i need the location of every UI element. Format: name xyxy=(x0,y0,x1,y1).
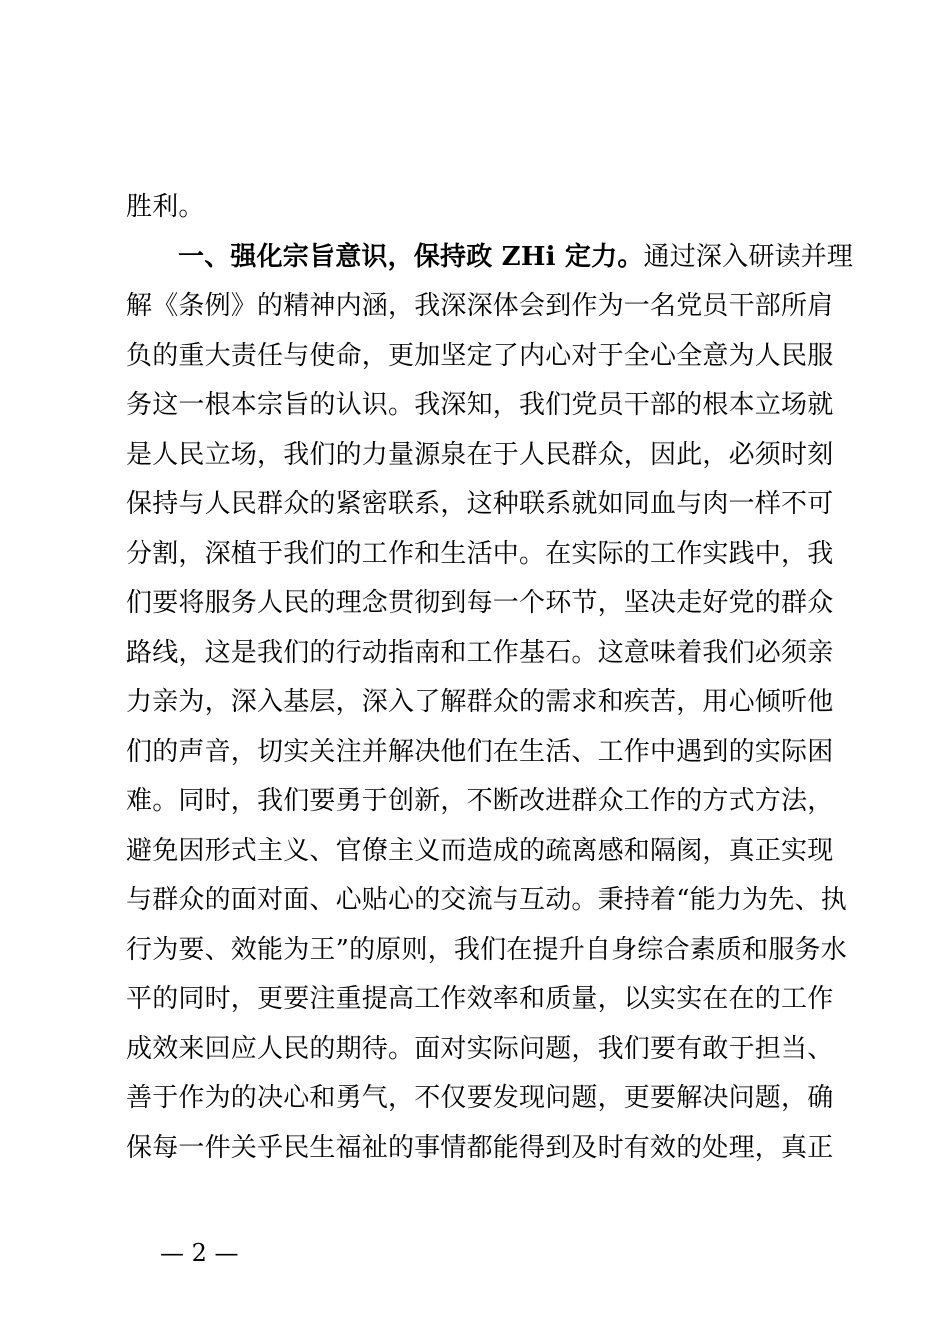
text-line xyxy=(126,629,836,679)
line-text: 解《条例》的精神内涵，我深深体会到作为一名党员干部所肩 xyxy=(126,291,834,321)
line-text: 平的同时，更要注重提高工作效率和质量，以实实在在的工作 xyxy=(126,984,834,1014)
text-line xyxy=(126,431,836,481)
line-text: 负的重大责任与使命，更加坚定了内心对于全心全意为人民服 xyxy=(126,340,834,371)
text-line xyxy=(126,282,836,332)
line-text: 通过深入研读并理 xyxy=(643,241,854,272)
text-line xyxy=(126,183,836,233)
line-text: 保每一件关乎民生福祉的事情都能得到及时有效的处理，真正 xyxy=(126,1132,834,1163)
text-line xyxy=(126,381,836,431)
line-text: 分割，深植于我们的工作和生活中。在实际的工作实践中，我 xyxy=(126,538,834,569)
text-line xyxy=(126,678,836,728)
page-number: — 2 — xyxy=(160,1239,239,1267)
line-text: 与群众的面对面、心贴心的交流与互动。秉持着“能力为先、执 xyxy=(126,885,847,915)
text-line xyxy=(126,975,836,1025)
text-line xyxy=(126,926,847,976)
line-text: 是人民立场，我们的力量源泉在于人民群众，因此，必须时刻 xyxy=(126,439,834,470)
line-text: 力亲为，深入基层，深入了解群众的需求和疾苦，用心倾听他 xyxy=(126,687,834,717)
line-text: 们的声音，切实关注并解决他们在生活、工作中遇到的实际困 xyxy=(126,736,834,767)
section-heading-line xyxy=(126,233,854,283)
text-line xyxy=(126,1025,836,1075)
section-heading: 一、强化宗旨意识，保持政 ZHi 定力。 xyxy=(178,241,644,272)
text-line xyxy=(126,876,847,926)
line-text: 路线，这是我们的行动指南和工作基石。这意味着我们必须亲 xyxy=(126,637,834,668)
line-text: 行为要、效能为王”的原则，我们在提升自身综合素质和服务水 xyxy=(126,934,847,965)
text-line xyxy=(126,1074,836,1124)
line-text: 成效来回应人民的期待。面对实际问题，我们要有敢于担当、 xyxy=(126,1033,834,1064)
text-line xyxy=(126,530,836,580)
text-line xyxy=(126,579,836,629)
line-text: 善于作为的决心和勇气，不仅要发现问题，更要解决问题，确 xyxy=(126,1083,834,1113)
line-text: 胜利。 xyxy=(126,192,205,222)
text-line xyxy=(126,480,836,530)
line-text: 避免因形式主义、官僚主义而造成的疏离感和隔阂，真正实现 xyxy=(126,835,834,866)
line-text: 保持与人民群众的紧密联系，这种联系就如同血与肉一样不可 xyxy=(126,489,834,519)
text-line xyxy=(126,827,836,877)
text-line xyxy=(126,728,836,778)
line-text: 难。同时，我们要勇于创新，不断改进群众工作的方式方法， xyxy=(126,786,834,816)
line-text: 务这一根本宗旨的认识。我深知，我们党员干部的根本立场就 xyxy=(126,390,834,420)
body-text xyxy=(126,183,854,1173)
text-line xyxy=(126,332,836,382)
text-line xyxy=(126,777,836,827)
line-text: 们要将服务人民的理念贯彻到每一个环节，坚决走好党的群众 xyxy=(126,588,834,618)
text-line xyxy=(126,1124,836,1174)
